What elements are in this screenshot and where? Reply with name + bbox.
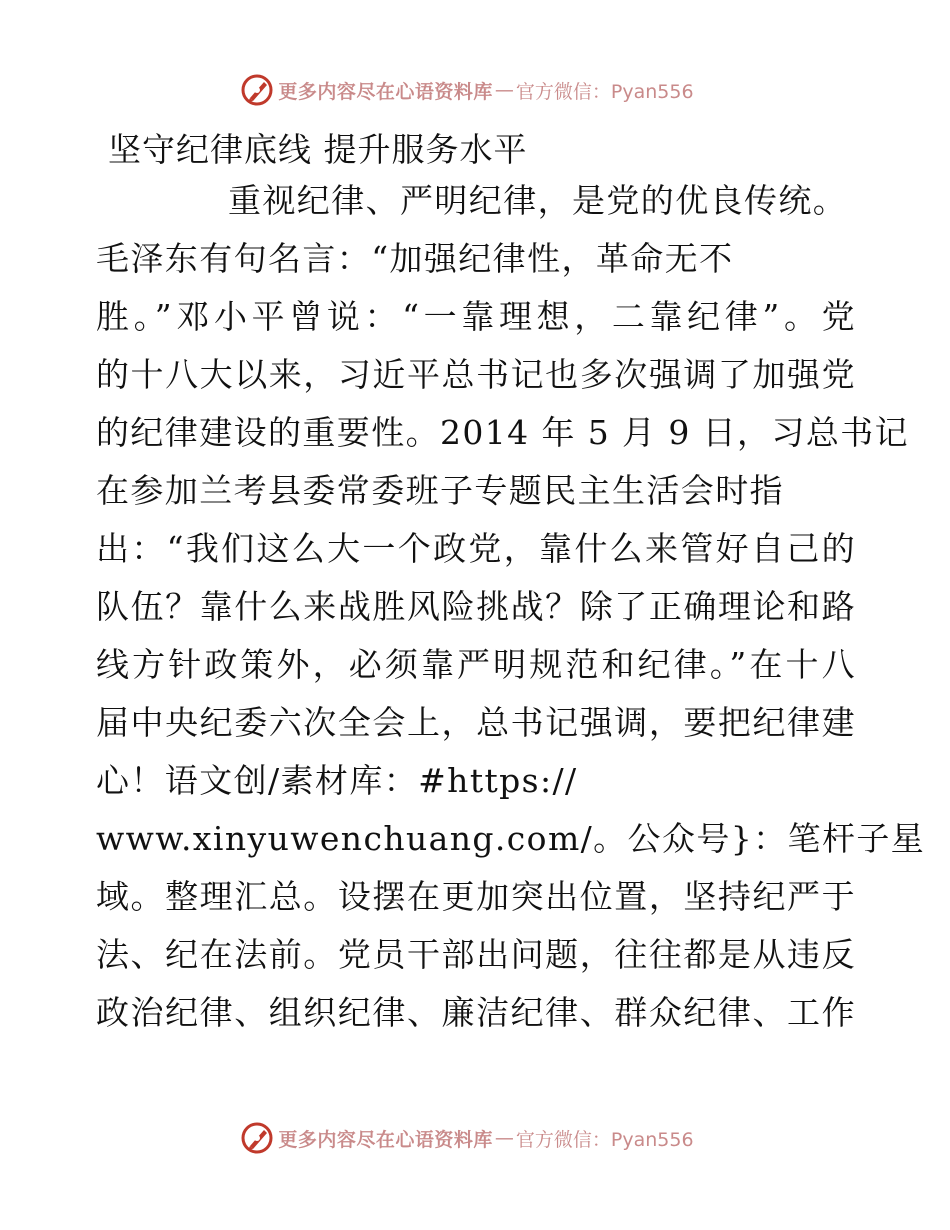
banner-wechat-id: 官方微信：Pyan556 xyxy=(515,80,694,103)
body-line: 出：“我们这么大一个政党，靠什么来管好自己的 xyxy=(96,529,856,568)
body-line: 在参加兰考县委常委班子专题民主生活会时指 xyxy=(96,471,784,510)
body-line: 毛泽东有句名言：“加强纪律性，革命无不 xyxy=(96,239,734,278)
banner-title: 更多内容尽在心语资料库 xyxy=(278,1128,493,1151)
pen-logo-icon xyxy=(240,1121,274,1155)
body-line: 心！语文创/素材库：#https:// xyxy=(96,761,578,800)
body-line: 重视纪律、严明纪律，是党的优良传统。 xyxy=(228,181,848,220)
footer-banner-content xyxy=(240,1121,693,1155)
body-line: 域。整理汇总。设摆在更加突出位置，坚持纪严于 xyxy=(96,877,856,916)
body-line: 胜。”邓小平曾说：“一靠理想，二靠纪律”。党 xyxy=(96,297,856,336)
body-line: 法、纪在法前。党员干部出问题，往往都是从违反 xyxy=(96,935,856,974)
header-banner-content xyxy=(240,73,693,107)
body-line: www.xinyuwenchuang.com/。公众号}：笔杆子星 xyxy=(96,819,926,858)
body-line: 的十八大以来，习近平总书记也多次强调了加强党 xyxy=(96,355,856,394)
header-banner xyxy=(0,70,950,110)
banner-title: 更多内容尽在心语资料库 xyxy=(278,80,493,103)
body-line: 队伍？靠什么来战胜风险挑战？除了正确理论和路 xyxy=(96,587,856,626)
pen-logo-icon xyxy=(240,73,274,107)
body-line: 线方针政策外，必须靠严明规范和纪律。”在十八 xyxy=(96,645,856,684)
body-line: 届中央纪委六次全会上，总书记强调，要把纪律建 xyxy=(96,703,856,742)
banner-wechat-id: 官方微信：Pyan556 xyxy=(515,1128,694,1151)
body-line: 的纪律建设的重要性。2014 年 5 月 9 日，习总书记 xyxy=(96,413,910,452)
document-title: 坚守纪律底线 提升服务水平 xyxy=(108,130,528,169)
banner-dash: — xyxy=(494,79,514,101)
footer-banner xyxy=(0,1118,950,1158)
body-line: 政治纪律、组织纪律、廉洁纪律、群众纪律、工作 xyxy=(96,993,856,1032)
banner-dash: — xyxy=(494,1127,514,1149)
document-body xyxy=(96,172,926,1042)
